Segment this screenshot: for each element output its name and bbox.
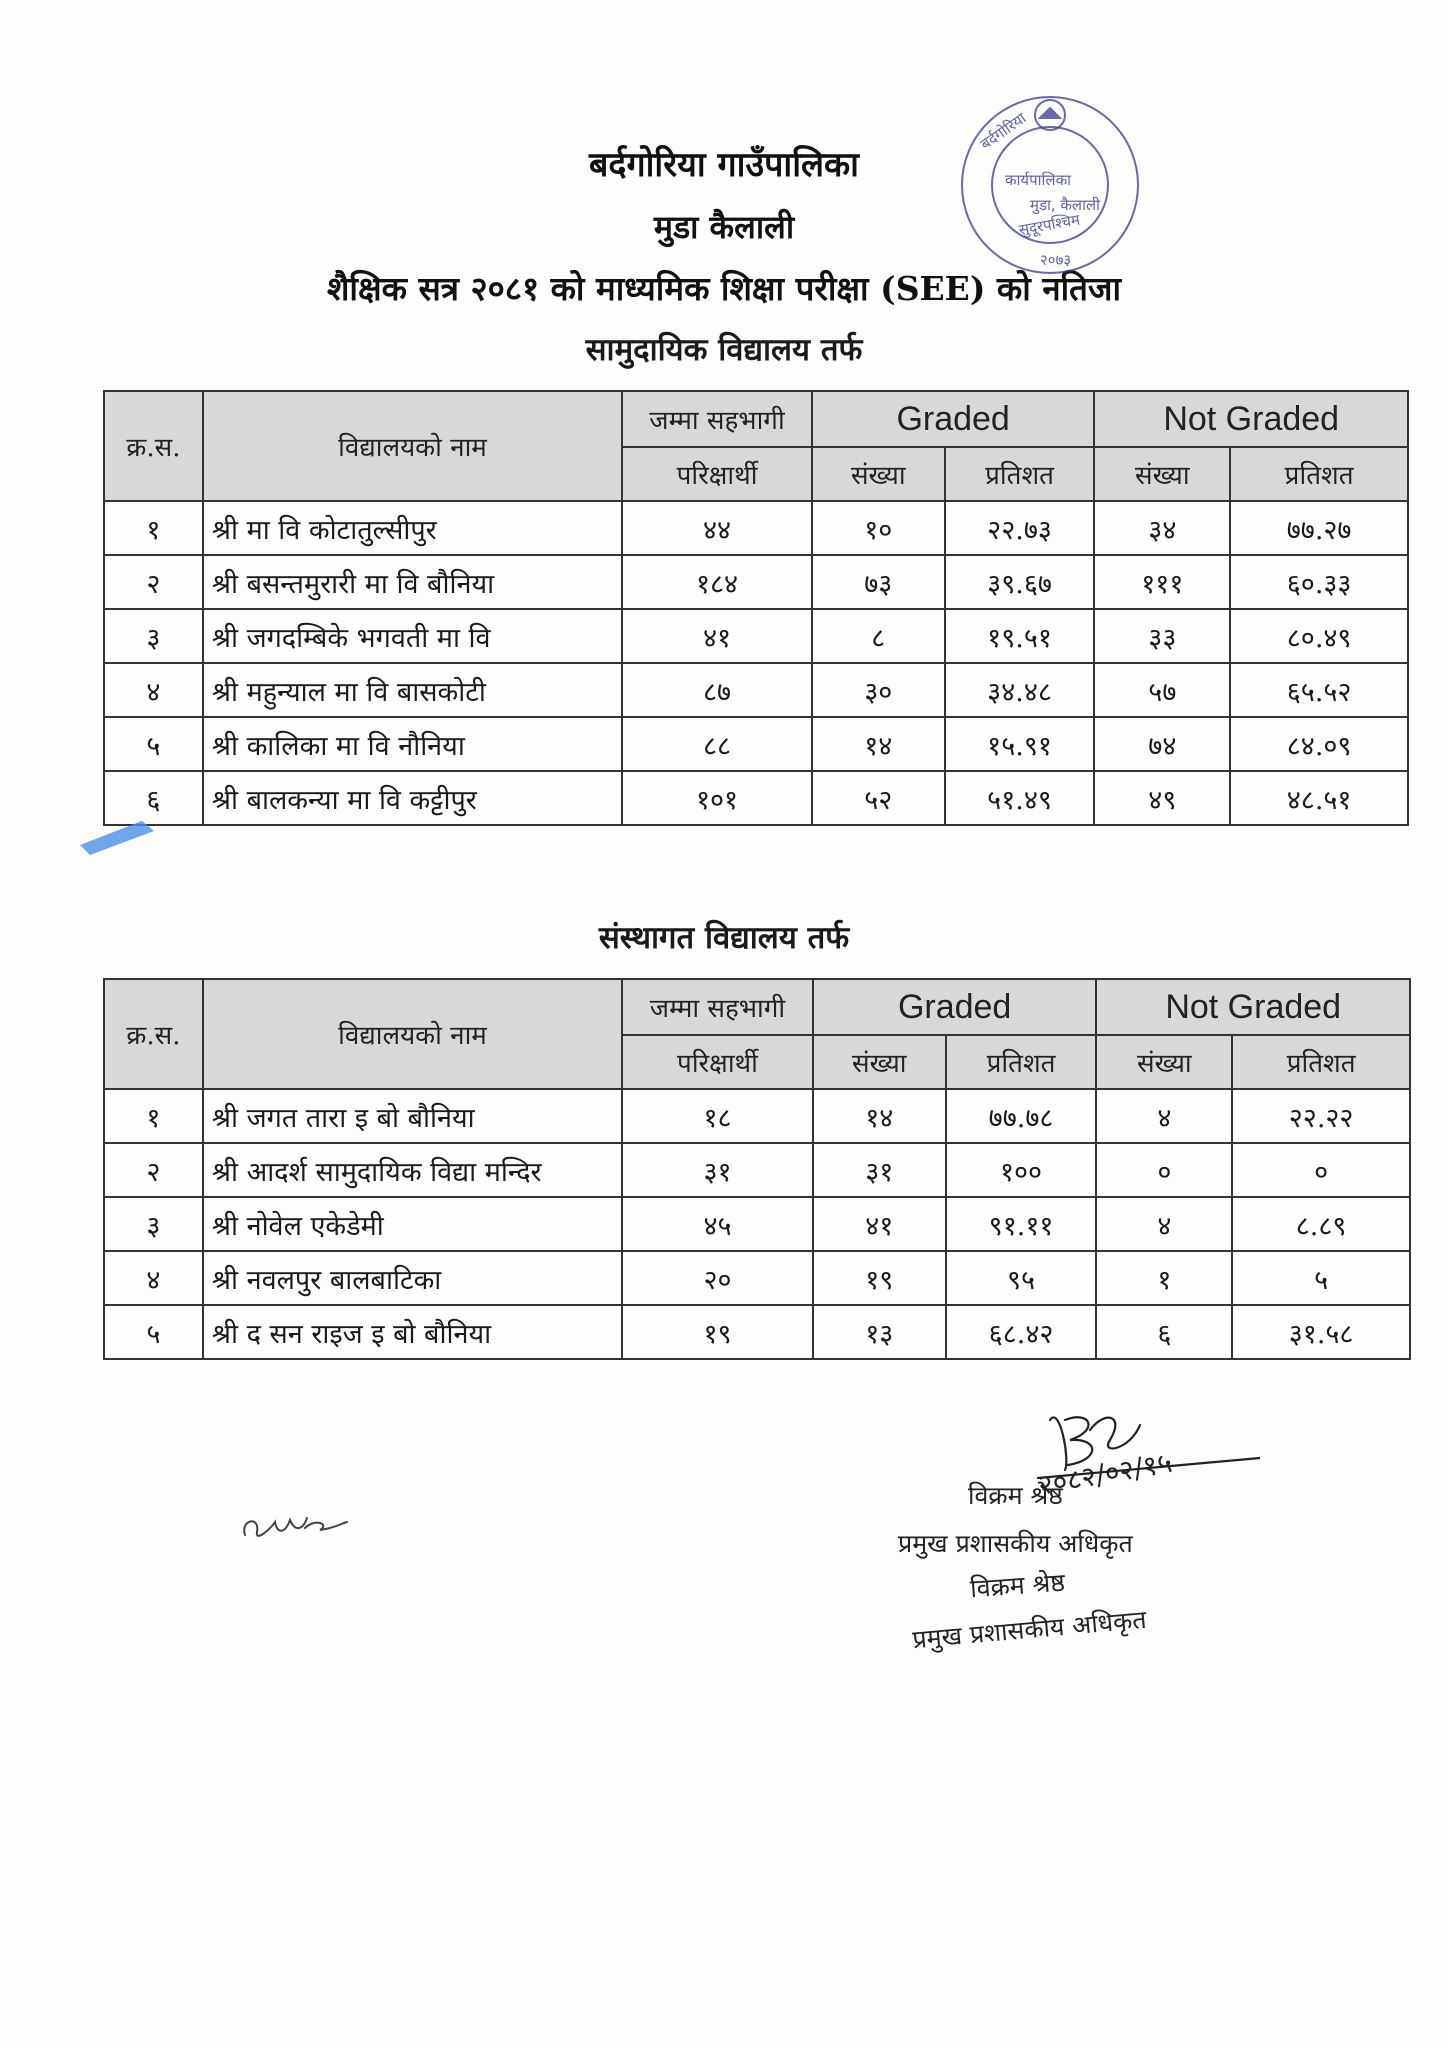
institutional-results-table (103, 978, 1411, 1360)
cell-not-graded-count: १ (1096, 1251, 1232, 1305)
cell-school-name: श्री कालिका मा वि नौनिया (203, 717, 622, 771)
column-header-not-graded: Not Graded (1096, 979, 1410, 1035)
cell-graded-count: १९ (813, 1251, 946, 1305)
column-header-graded-count: संख्या (813, 1035, 946, 1089)
cell-graded-count: १० (812, 501, 945, 555)
cell-school-name: श्री आदर्श सामुदायिक विद्या मन्दिर (203, 1143, 622, 1197)
cell-not-graded-percent: ६५.५२ (1230, 663, 1408, 717)
column-header-not-graded-percent: प्रतिशत (1232, 1035, 1410, 1089)
pen-mark (72, 815, 162, 855)
cell-school-name: श्री महुन्याल मा वि बासकोटी (203, 663, 622, 717)
cell-graded-count: ३१ (813, 1143, 946, 1197)
signatory-designation: प्रमुख प्रशासकीय अधिकृत (898, 1529, 1133, 1558)
cell-not-graded-percent: ८०.४९ (1230, 609, 1408, 663)
cell-total: ३१ (622, 1143, 813, 1197)
cell-graded-percent: ६८.४२ (946, 1305, 1097, 1359)
svg-text:कार्यपालिका: कार्यपालिका (1005, 171, 1071, 189)
document-title: शैक्षिक सत्र २०८१ को माध्यमिक शिक्षा परीक्षा (SEE) को नतिजा (326, 269, 1122, 308)
cell-school-name: श्री नोवेल एकेडेमी (203, 1197, 622, 1251)
stamp-signatory-designation: प्रमुख प्रशासकीय अधिकृत (911, 1604, 1148, 1655)
cell-not-graded-percent: ३१.५८ (1232, 1305, 1410, 1359)
table-row (104, 771, 1408, 825)
cell-not-graded-percent: ८४.०९ (1230, 717, 1408, 771)
cell-sn: ५ (104, 1305, 203, 1359)
cell-not-graded-percent: ५ (1232, 1251, 1410, 1305)
cell-sn: ५ (104, 717, 203, 771)
column-header-sn: क्र.स. (104, 979, 203, 1089)
cell-school-name: श्री बालकन्या मा वि कट्टीपुर (203, 771, 622, 825)
cell-graded-percent: १५.९१ (945, 717, 1095, 771)
cell-school-name: श्री बसन्तमुरारी मा वि बौनिया (203, 555, 622, 609)
cell-not-graded-count: ५७ (1094, 663, 1230, 717)
table-row (104, 1251, 1410, 1305)
column-header-not-graded-count: संख्या (1094, 447, 1230, 501)
stamp-signatory-name: विक्रम श्रेष्ठ (969, 1567, 1066, 1604)
column-header-total-line1: जम्मा सहभागी (622, 391, 812, 447)
cell-not-graded-count: ७४ (1094, 717, 1230, 771)
column-header-not-graded: Not Graded (1094, 391, 1408, 447)
cell-graded-count: ४१ (813, 1197, 946, 1251)
cell-sn: ६ (104, 771, 203, 825)
cell-total: १०१ (622, 771, 812, 825)
svg-text:२०७३: २०७३ (1040, 251, 1072, 269)
cell-graded-percent: ३९.६७ (945, 555, 1095, 609)
table-row (104, 1305, 1410, 1359)
cell-not-graded-count: ४९ (1094, 771, 1230, 825)
cell-graded-count: १३ (813, 1305, 946, 1359)
cell-not-graded-percent: ७७.२७ (1230, 501, 1408, 555)
district-name: मुडा कैलाली (653, 208, 795, 246)
official-stamp (935, 80, 1165, 290)
community-results-table (103, 390, 1409, 826)
cell-school-name: श्री जगत तारा इ बो बौनिया (203, 1089, 622, 1143)
table-row (104, 501, 1408, 555)
column-header-school-name: विद्यालयको नाम (203, 391, 622, 501)
cell-graded-percent: ३४.४८ (945, 663, 1095, 717)
cell-school-name: श्री नवलपुर बालबाटिका (203, 1251, 622, 1305)
cell-sn: ३ (104, 609, 203, 663)
column-header-graded: Graded (813, 979, 1097, 1035)
cell-sn: २ (104, 1143, 203, 1197)
table-row (104, 1197, 1410, 1251)
column-header-total-line2: परिक्षार्थी (622, 447, 812, 501)
cell-sn: १ (104, 501, 203, 555)
column-header-graded: Graded (812, 391, 1095, 447)
cell-not-graded-count: ३४ (1094, 501, 1230, 555)
cell-graded-count: ५२ (812, 771, 945, 825)
table-row (104, 663, 1408, 717)
office-name: बर्दगोरिया गाउँपालिका (589, 145, 859, 185)
table-row (104, 555, 1408, 609)
cell-school-name: श्री जगदम्बिके भगवती मा वि (203, 609, 622, 663)
cell-total: १८४ (622, 555, 812, 609)
cell-total: १८ (622, 1089, 813, 1143)
svg-text:मुडा, कैलाली: मुडा, कैलाली (1030, 196, 1101, 214)
cell-graded-percent: ९१.११ (946, 1197, 1097, 1251)
cell-total: ८८ (622, 717, 812, 771)
cell-graded-percent: १०० (946, 1143, 1097, 1197)
table-row (104, 1089, 1410, 1143)
community-section-title: सामुदायिक विद्यालय तर्फ (585, 332, 863, 368)
column-header-total-line1: जम्मा सहभागी (622, 979, 813, 1035)
cell-graded-percent: ९५ (946, 1251, 1097, 1305)
cell-not-graded-percent: ८.८९ (1232, 1197, 1410, 1251)
cell-not-graded-percent: ० (1232, 1143, 1410, 1197)
svg-text:सुदूरपश्चिम: सुदूरपश्चिम (1017, 210, 1082, 239)
cell-total: २० (622, 1251, 813, 1305)
institutional-section-title: संस्थागत विद्यालय तर्फ (598, 920, 850, 956)
cell-graded-percent: १९.५१ (945, 609, 1095, 663)
cell-graded-count: १४ (812, 717, 945, 771)
column-header-not-graded-count: संख्या (1096, 1035, 1232, 1089)
column-header-graded-percent: प्रतिशत (946, 1035, 1097, 1089)
cell-graded-count: ७३ (812, 555, 945, 609)
cell-graded-percent: २२.७३ (945, 501, 1095, 555)
handwritten-signature (1030, 1400, 1260, 1510)
svg-text:बर्दगोरिया: बर्दगोरिया (976, 109, 1030, 154)
cell-total: ४१ (622, 609, 812, 663)
cell-not-graded-percent: ६०.३३ (1230, 555, 1408, 609)
cell-graded-percent: ५१.४९ (945, 771, 1095, 825)
cell-graded-count: ३० (812, 663, 945, 717)
table-row (104, 609, 1408, 663)
cell-school-name: श्री द सन राइज इ बो बौनिया (203, 1305, 622, 1359)
cell-sn: २ (104, 555, 203, 609)
column-header-sn: क्र.स. (104, 391, 203, 501)
cell-school-name: श्री मा वि कोटातुल्सीपुर (203, 501, 622, 555)
column-header-total-line2: परिक्षार्थी (622, 1035, 813, 1089)
column-header-graded-count: संख्या (812, 447, 945, 501)
cell-not-graded-count: ४ (1096, 1197, 1232, 1251)
cell-total: १९ (622, 1305, 813, 1359)
cell-not-graded-count: ० (1096, 1143, 1232, 1197)
cell-total: ४४ (622, 501, 812, 555)
cell-graded-percent: ७७.७८ (946, 1089, 1097, 1143)
cell-graded-count: ८ (812, 609, 945, 663)
cell-sn: ४ (104, 663, 203, 717)
table-row (104, 1143, 1410, 1197)
cell-total: ४५ (622, 1197, 813, 1251)
signature-date: २०८२/०२/१५ (1035, 1445, 1175, 1502)
cell-total: ८७ (622, 663, 812, 717)
column-header-graded-percent: प्रतिशत (945, 447, 1095, 501)
cell-graded-count: १४ (813, 1089, 946, 1143)
cell-not-graded-percent: ४८.५१ (1230, 771, 1408, 825)
cell-sn: ४ (104, 1251, 203, 1305)
cell-not-graded-count: ३३ (1094, 609, 1230, 663)
cell-sn: १ (104, 1089, 203, 1143)
signatory-name: विक्रम श्रेष्ठ (968, 1481, 1063, 1510)
cell-not-graded-count: ६ (1096, 1305, 1232, 1359)
cell-not-graded-percent: २२.२२ (1232, 1089, 1410, 1143)
cell-sn: ३ (104, 1197, 203, 1251)
cell-not-graded-count: ४ (1096, 1089, 1232, 1143)
column-header-school-name: विद्यालयको नाम (203, 979, 622, 1089)
handwritten-initial (235, 1500, 355, 1550)
column-header-not-graded-percent: प्रतिशत (1230, 447, 1408, 501)
table-row (104, 717, 1408, 771)
cell-not-graded-count: १११ (1094, 555, 1230, 609)
